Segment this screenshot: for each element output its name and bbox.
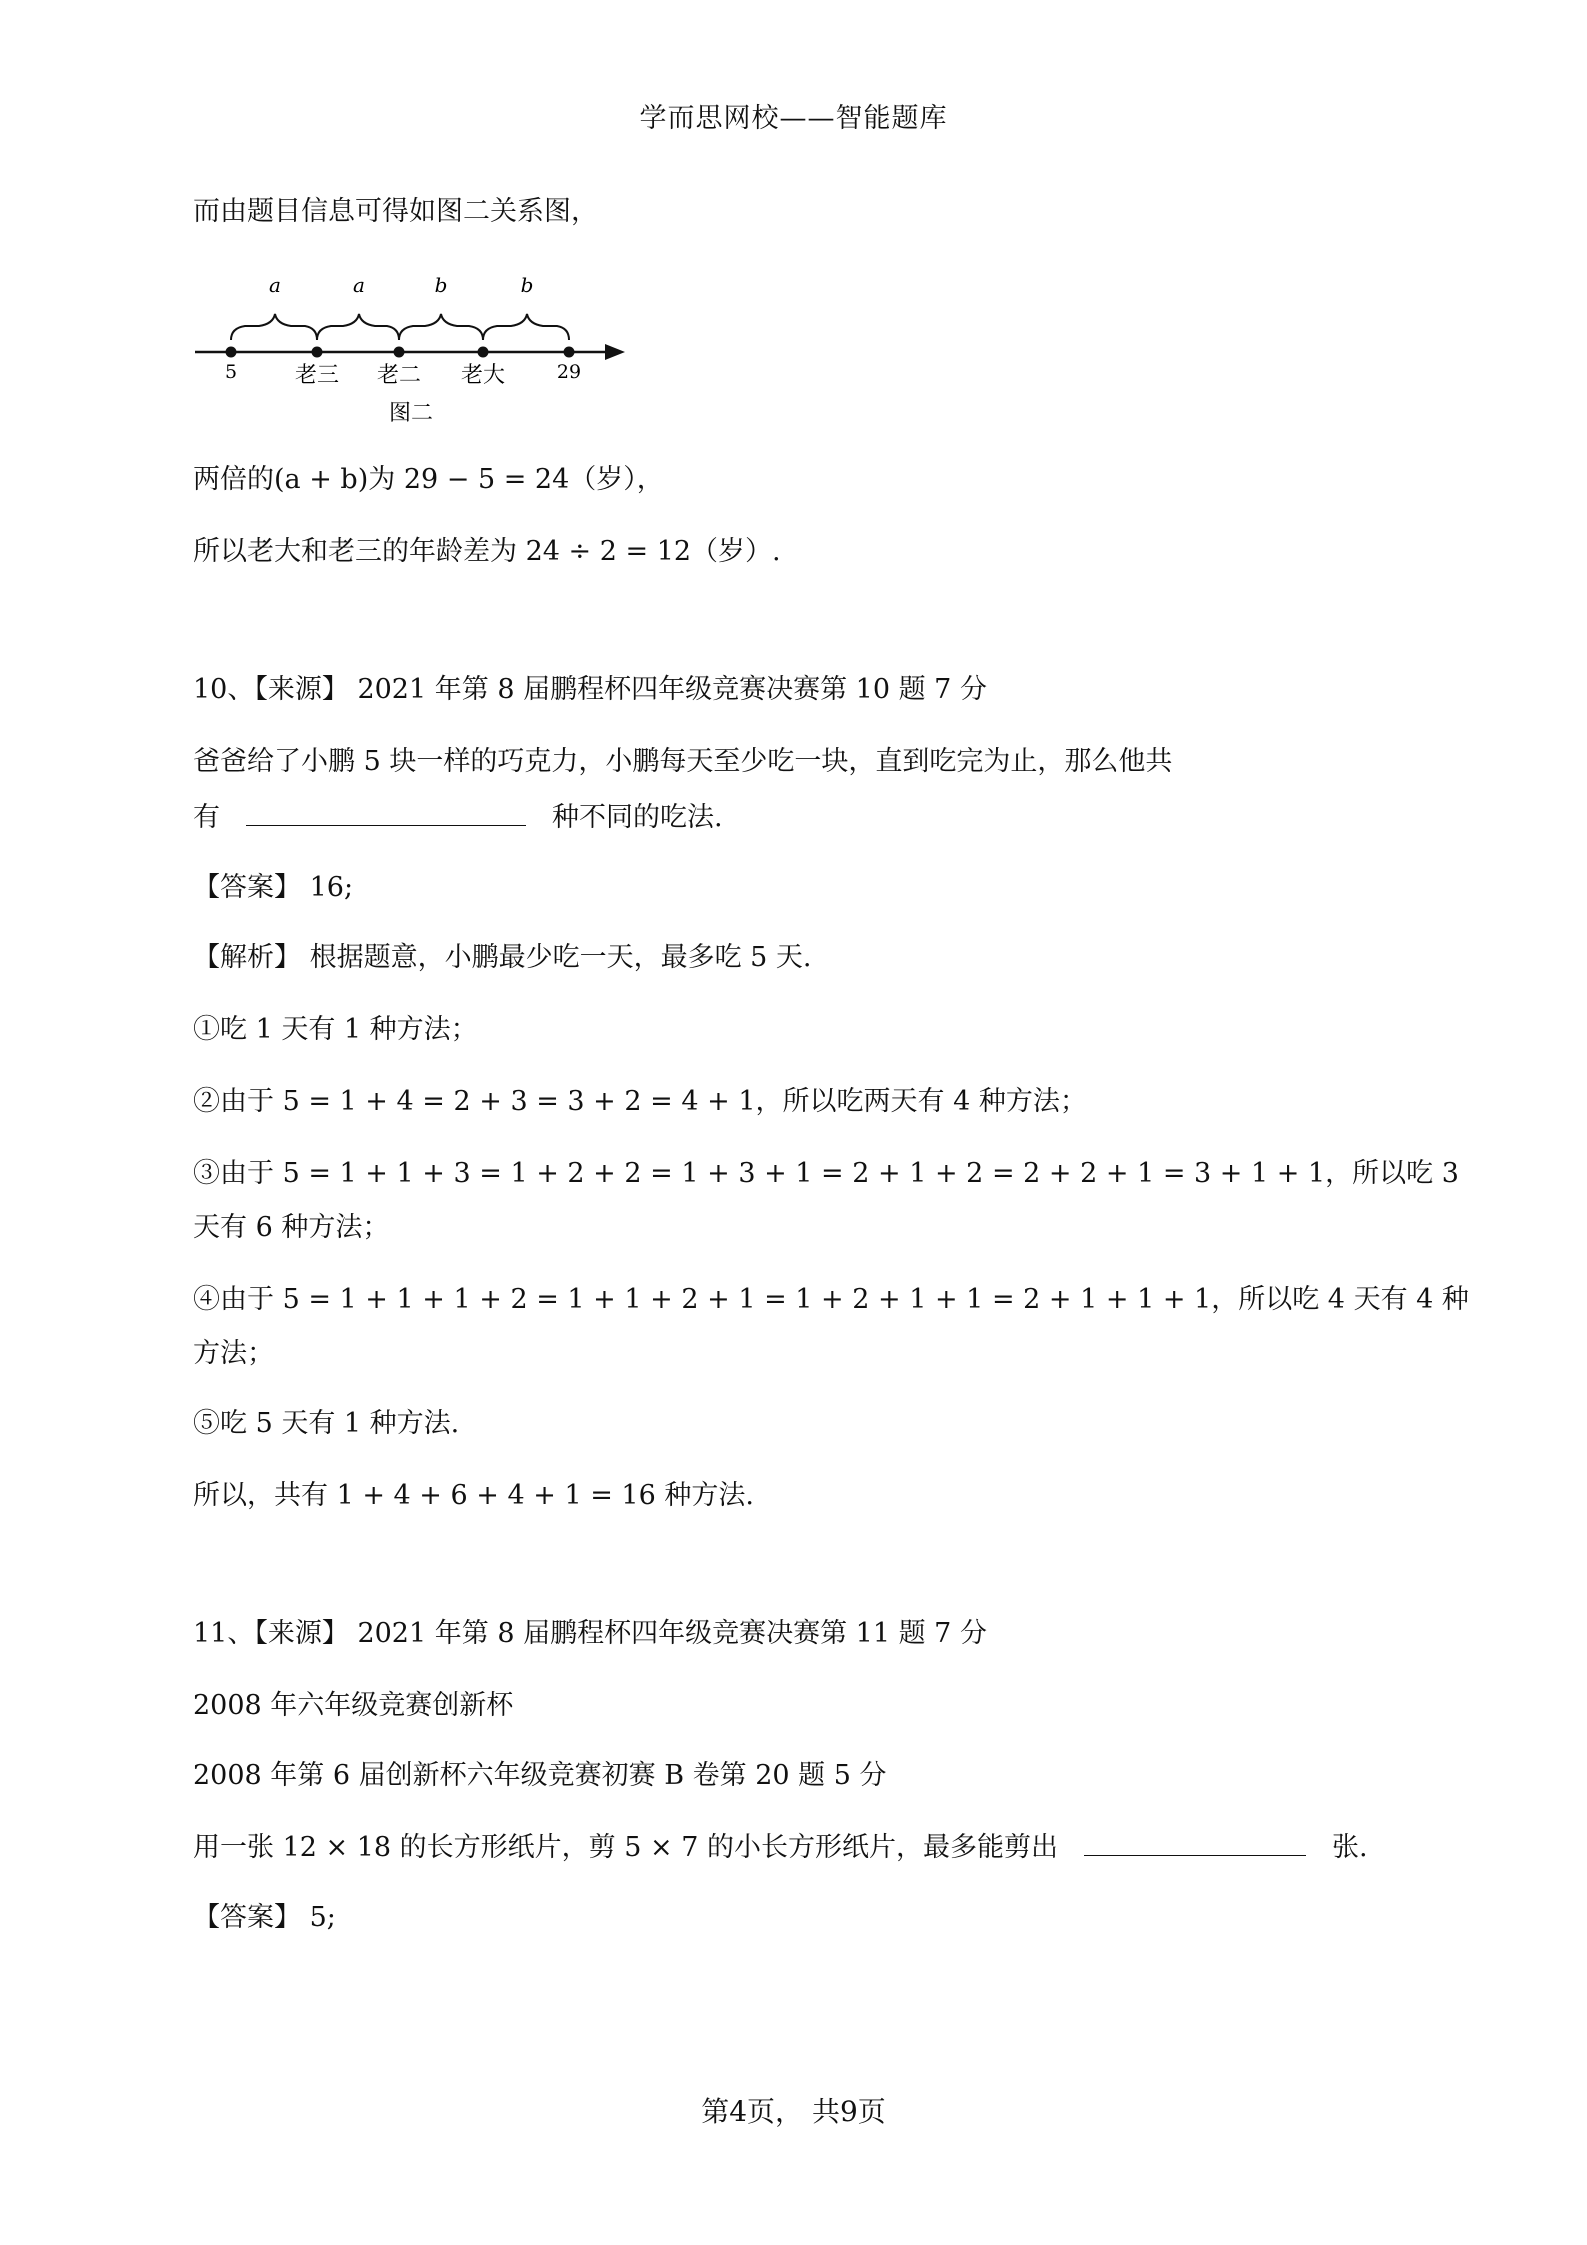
solution-intro: 而由题目信息可得如图二关系图，	[193, 196, 598, 227]
point-5	[226, 347, 237, 358]
q10-answer: 【答案】 16;	[193, 872, 354, 903]
point-label-laoer: 老二	[376, 363, 422, 388]
brace-label-4: b	[520, 273, 534, 297]
solution-line-2: 所以老大和老三的年龄差为 24 ÷ 2 = 12（岁）.	[193, 536, 781, 567]
q10-step-1: ①吃 1 天有 1 种方法；	[193, 1014, 478, 1045]
brace-2	[317, 314, 399, 340]
q11-stem	[193, 1830, 1368, 1866]
point-label-laosan: 老三	[294, 363, 340, 388]
q11-source-3: 2008 年第 6 届创新杯六年级竞赛初赛 B 卷第 20 题 5 分	[193, 1760, 887, 1791]
q10-step-4a: ④由于 5 = 1 + 1 + 1 + 2 = 1 + 1 + 2 + 1 = 1 + 2 + 1 + 1 = 2 + 1 + 1 + 1，所以吃 4 天有 4 种	[193, 1284, 1469, 1315]
q10-stem-line-2	[193, 800, 723, 836]
q10-stem-post: 种不同的吃法.	[552, 802, 723, 833]
q10-analysis: 【解析】 根据题意，小鹏最少吃一天，最多吃 5 天.	[193, 942, 812, 973]
q11-source: 11、【来源】 2021 年第 8 届鹏程杯四年级竞赛决赛第 11 题 7 分	[193, 1618, 987, 1649]
q11-stem-post: 张.	[1331, 1832, 1368, 1863]
brace-label-2: a	[353, 273, 365, 297]
axis-arrow	[605, 344, 625, 360]
q10-stem-pre: 有	[193, 802, 220, 833]
brace-1	[231, 314, 317, 340]
relation-diagram	[193, 270, 653, 430]
q11-answer: 【答案】 5;	[193, 1902, 336, 1933]
start-label: 5	[224, 361, 238, 383]
diagram-caption: 图二	[388, 401, 434, 426]
point-laoda	[478, 347, 489, 358]
q10-stem-line-1: 爸爸给了小鹏 5 块一样的巧克力，小鹏每天至少吃一块，直到吃完为止，那么他共	[193, 746, 1173, 777]
brace-label-1: a	[269, 273, 281, 297]
brace-3	[399, 314, 483, 340]
q10-step-3b: 天有 6 种方法；	[193, 1212, 390, 1243]
solution-line-1: 两倍的(a + b)为 29 − 5 = 24（岁），	[193, 464, 664, 495]
q10-conclusion: 所以，共有 1 + 4 + 6 + 4 + 1 = 16 种方法.	[193, 1480, 754, 1511]
brace-label-3: b	[434, 273, 448, 297]
page-header: 学而思网校——智能题库	[639, 103, 948, 134]
point-label-laoda: 老大	[460, 363, 506, 388]
q10-step-5: ⑤吃 5 天有 1 种方法.	[193, 1408, 460, 1439]
q10-step-2: ②由于 5 = 1 + 4 = 2 + 3 = 3 + 2 = 4 + 1，所以吃两天有 4 种方法；	[193, 1086, 1087, 1117]
q10-step-4b: 方法；	[193, 1338, 274, 1369]
point-laoer	[394, 347, 405, 358]
q11-answer-blank	[1084, 1854, 1306, 1856]
q11-stem-pre: 用一张 12 × 18 的长方形纸片，剪 5 × 7 的小长方形纸片，最多能剪出	[193, 1832, 1058, 1863]
q11-source-2: 2008 年六年级竞赛创新杯	[193, 1690, 514, 1721]
q10-step-3a: ③由于 5 = 1 + 1 + 3 = 1 + 2 + 2 = 1 + 3 + 1 = 2 + 1 + 2 = 2 + 2 + 1 = 3 + 1 + 1，所以吃 3	[193, 1158, 1459, 1189]
q10-source: 10、【来源】 2021 年第 8 届鹏程杯四年级竞赛决赛第 10 题 7 分	[193, 674, 987, 705]
end-label: 29	[556, 361, 582, 383]
brace-4	[483, 314, 569, 340]
page-footer: 第4页， 共9页	[701, 2095, 886, 2128]
point-laosan	[312, 347, 323, 358]
q10-answer-blank	[246, 824, 526, 826]
point-29	[564, 347, 575, 358]
